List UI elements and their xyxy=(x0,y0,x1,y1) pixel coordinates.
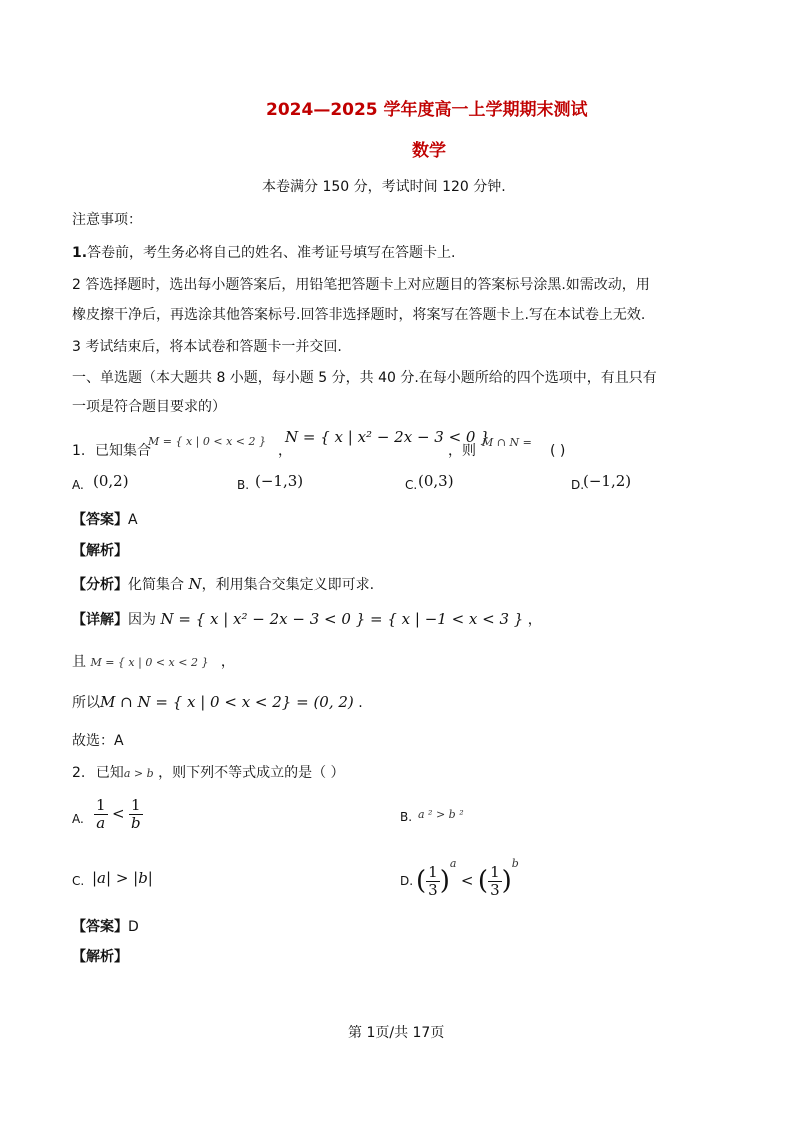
notice-item-2-line1: 2 答选择题时，选出每小题答案后，用铅笔把答题卡上对应题目的答案标号涂黑.如需改动，用 xyxy=(72,277,650,293)
q1-analysis-tag: 【解析】 xyxy=(72,543,128,559)
q1-so-expr: M ∩ N = { x | 0 < x < 2} = (0, 2) xyxy=(100,693,354,711)
q2-number: 2. xyxy=(72,765,86,781)
q1-number: 1. xyxy=(72,443,86,459)
q2-option-a-num2: 1 xyxy=(131,796,141,814)
q1-xiangjie xyxy=(72,612,542,627)
q1-so-line xyxy=(72,695,363,710)
q2-option-a-label: A. xyxy=(72,812,84,826)
q1-xiangjie-tag: 【详解】 xyxy=(72,612,128,628)
q1-option-d-value: (−1,2) xyxy=(583,472,632,490)
q1-so-text: 所以 xyxy=(72,695,100,711)
q2-stem xyxy=(72,766,345,780)
notice-item-3: 3 考试结束后，将本试卷和答题卡一并交回. xyxy=(72,339,342,355)
q1-comma: ， xyxy=(278,443,292,459)
q2-option-b-expr: a ² > b ² xyxy=(418,808,464,821)
q2-option-d-label: D. xyxy=(400,874,414,888)
q2-stem-suffix: ，则下列不等式成立的是（ ） xyxy=(158,765,345,781)
q2-option-d-frac1 xyxy=(426,864,440,898)
section-heading-line1: 一、单选题（本大题共 8 小题，每小题 5 分，共 40 分.在每小题所给的四个选项中，有且只有 xyxy=(72,370,657,386)
q1-and-text: 且 xyxy=(72,654,86,670)
q1-set-m: M = { x | 0 < x < 2 } xyxy=(148,435,266,448)
q1-answer-value: A xyxy=(128,512,138,528)
q2-option-d-den2: 3 xyxy=(490,880,500,899)
q2-answer xyxy=(72,920,139,934)
q1-stem-mid: ，则 xyxy=(448,443,476,459)
q1-expr: M ∩ N = xyxy=(482,436,532,449)
q2-stem-prefix: 已知 xyxy=(95,765,124,781)
q2-option-d-expr xyxy=(416,858,519,898)
q2-option-a-frac2 xyxy=(129,797,143,831)
notice-item-1-text: 答卷前，考生务必将自己的姓名、准考证号填写在答题卡上. xyxy=(87,245,456,261)
q1-xiangjie-text: 因为 xyxy=(128,612,156,628)
q2-analysis-tag: 【解析】 xyxy=(72,949,128,965)
notice-item-1-num: 1. xyxy=(72,245,88,261)
q1-option-a-label: A. xyxy=(72,478,84,492)
q1-answer-tag: 【答案】 xyxy=(72,512,128,528)
q1-answer-paren: ( ) xyxy=(550,443,566,459)
q1-set-n: N = { x | x² − 2x − 3 < 0 } xyxy=(285,428,490,446)
exam-title: 2024—2025 学年度高一上学期期末测试 xyxy=(266,100,588,120)
q2-condition: a > b xyxy=(123,767,154,780)
q1-option-c-value: (0,3) xyxy=(418,472,454,490)
q2-option-a-den2: b xyxy=(131,813,141,832)
q1-fenxi-text1: 化简集合 xyxy=(128,577,184,593)
q1-and-end: ， xyxy=(220,654,235,670)
q2-option-c-label: C. xyxy=(72,874,85,888)
q2-option-a-rel: < xyxy=(112,804,125,823)
q2-option-d-exp2: b xyxy=(511,857,519,870)
q2-option-a-den1: a xyxy=(96,813,106,832)
q2-option-a-num1: 1 xyxy=(96,796,106,814)
q2-option-d-exp1: a xyxy=(449,857,457,870)
q2-option-a-expr xyxy=(94,797,143,831)
notice-item-2-line2: 橡皮擦干净后，再选涂其他答案标号.回答非选择题时，将案写在答题卡上.写在本试卷上无效. xyxy=(72,307,646,323)
q2-option-d-num2: 1 xyxy=(490,863,500,881)
notice-heading: 注意事项： xyxy=(72,212,142,228)
q2-option-a-frac1 xyxy=(94,797,108,831)
q2-option-d-rparen2: ) xyxy=(501,866,512,896)
q2-option-d-den1: 3 xyxy=(428,880,438,899)
q1-and-expr: M = { x | 0 < x < 2 } xyxy=(90,656,209,669)
q1-option-b-value: (−1,3) xyxy=(255,472,304,490)
q1-fenxi-text2: ，利用集合交集定义即可求. xyxy=(201,577,375,593)
page-footer: 第 1页/共 17页 xyxy=(348,1025,445,1041)
q2-answer-value: D xyxy=(128,919,139,935)
q1-option-c-label: C. xyxy=(405,478,418,492)
q1-and-line xyxy=(72,655,235,669)
q1-so-end: . xyxy=(358,695,363,711)
q1-fenxi-tag: 【分析】 xyxy=(72,577,128,593)
q1-fenxi xyxy=(72,577,374,592)
q1-xiangjie-expr: N = { x | x² − 2x − 3 < 0 } = { x | −1 < x < 3 } xyxy=(160,610,524,628)
q2-option-d-frac2 xyxy=(488,864,502,898)
q2-option-c-expr: |a| > |b| xyxy=(92,869,153,887)
q1-stem-prefix: 已知集合 xyxy=(95,443,151,459)
q2-option-d-rel: < xyxy=(460,871,474,890)
q1-choose: 故选：A xyxy=(72,733,124,749)
notice-item-1 xyxy=(72,246,456,260)
q1-option-d-label: D. xyxy=(571,478,585,492)
q1-option-a-value: (0,2) xyxy=(93,472,129,490)
q1-xiangjie-end: ， xyxy=(527,612,542,628)
q2-option-d-lparen2: ( xyxy=(477,866,489,896)
q1-option-b-label: B. xyxy=(237,478,250,492)
q2-answer-tag: 【答案】 xyxy=(72,919,128,935)
section-heading-line2: 一项是符合题目要求的） xyxy=(72,399,226,415)
q2-option-d-num1: 1 xyxy=(428,863,438,881)
q1-fenxi-var: N xyxy=(188,575,202,593)
subject-title: 数学 xyxy=(412,141,446,161)
exam-meta: 本卷满分 150 分，考试时间 120 分钟. xyxy=(262,179,506,195)
q2-option-b-label: B. xyxy=(400,810,413,824)
q2-option-d-lparen1: ( xyxy=(416,866,427,896)
q2-option-d-rparen1: ) xyxy=(439,866,450,896)
q1-answer xyxy=(72,513,138,527)
